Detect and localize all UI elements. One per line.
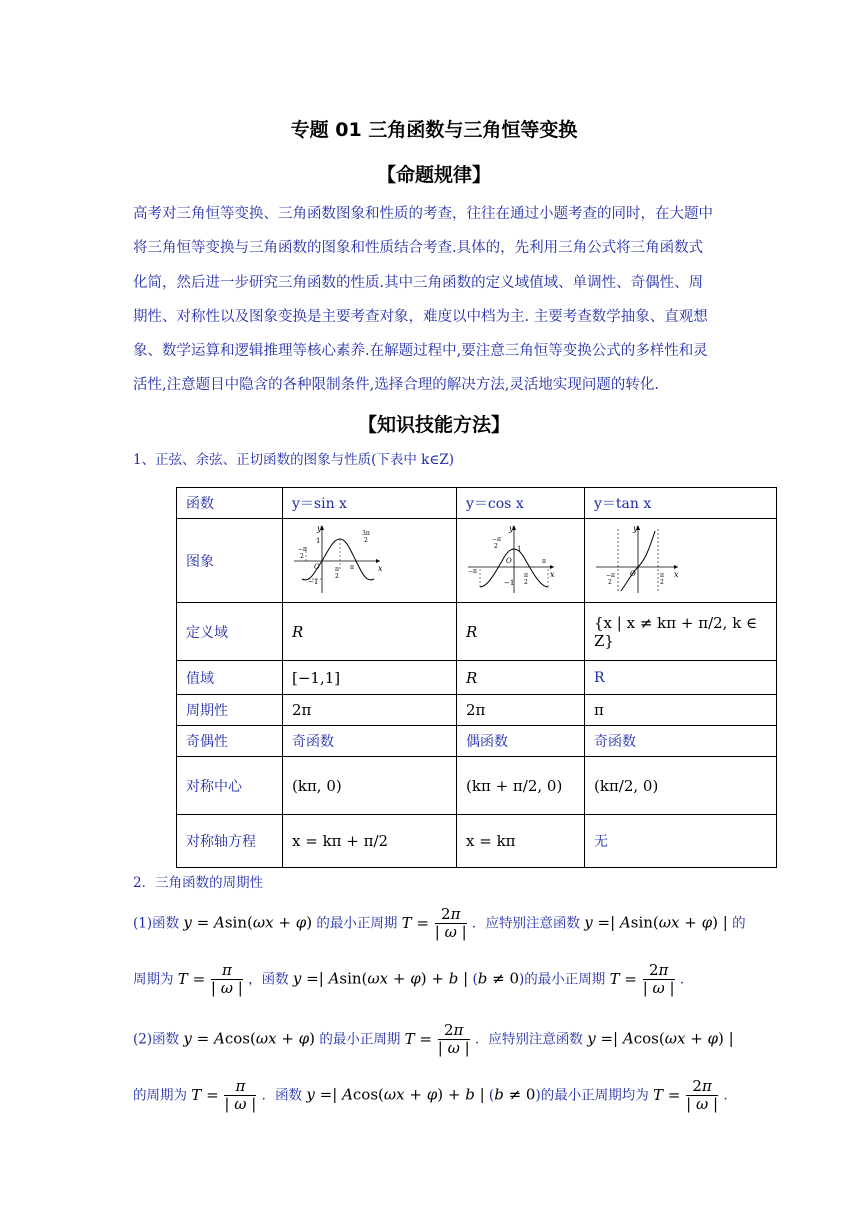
text-fragment: (2)函数 <box>133 1031 180 1048</box>
svg-text:y: y <box>317 523 322 533</box>
formula-t-pi-omega: T = $\frac{\pi}{| \omega |}$ <box>177 961 243 997</box>
formula-t-2pi-omega: T = $\frac{2\pi}{| \omega |}$ <box>404 1021 470 1057</box>
text-fragment: . <box>723 1087 728 1104</box>
text-fragment: 的 <box>732 915 746 932</box>
sine-graph <box>292 521 382 597</box>
svg-text:y: y <box>633 523 638 533</box>
text-fragment: 的最小正周期 <box>319 1031 401 1048</box>
range-sin: [−1,1] <box>283 661 457 695</box>
svg-text:1: 1 <box>517 544 522 553</box>
text-fragment: ，函数 <box>248 971 289 988</box>
svg-text:x: x <box>378 563 383 573</box>
text-fragment: (1)函数 <box>133 915 180 932</box>
svg-text:1: 1 <box>316 536 321 545</box>
text-fragment: ．应特别注意函数 <box>474 1031 583 1048</box>
row-label-parity: 奇偶性 <box>177 726 283 757</box>
svg-text:π: π <box>350 563 354 571</box>
text-fragment: ( <box>472 971 478 988</box>
svg-text:2: 2 <box>660 578 664 586</box>
text-fragment: 的最小正周期 <box>316 915 398 932</box>
intro-line: 期性、对称性以及图象变换是主要考查对象，难度以中档为主. 主要考查数学抽象、直观想 <box>133 308 708 325</box>
header-tan: y＝tan x <box>585 488 777 519</box>
svg-text:π: π <box>542 557 546 565</box>
range-tan: R <box>585 661 777 695</box>
text-fragment: ．应特别注意函数 <box>471 915 580 932</box>
formula-t-pi-omega: T = $\frac{\pi}{| \omega |}$ <box>191 1077 257 1113</box>
svg-text:x: x <box>550 569 555 579</box>
svg-text:π: π <box>660 571 664 579</box>
svg-text:−1: −1 <box>308 577 319 586</box>
intro-line: 化简，然后进一步研究三角函数的性质.其中三角函数的定义域值域、单调性、奇偶性、周 <box>133 274 704 291</box>
header-sin: y＝sin x <box>283 488 457 519</box>
row-label-range: 值域 <box>177 661 283 695</box>
text-fragment: 周期为 <box>133 971 174 988</box>
svg-text:−1: −1 <box>504 578 515 587</box>
item-2-heading: 2．三角函数的周期性 <box>133 875 264 891</box>
svg-text:O: O <box>506 556 512 565</box>
svg-text:2: 2 <box>364 536 368 544</box>
svg-text:2: 2 <box>335 572 339 580</box>
text-fragment: )的最小正周期均为 <box>535 1087 649 1104</box>
svg-text:2: 2 <box>608 578 612 586</box>
trig-properties-table <box>176 487 777 868</box>
svg-text:y: y <box>509 523 514 533</box>
tangent-graph <box>594 521 684 597</box>
formula-b-neq-0: b ≠ 0 <box>477 969 519 988</box>
row-label-axis: 对称轴方程 <box>177 815 283 868</box>
text-fragment: . <box>679 971 685 988</box>
intro-line: 将三角恒等变换与三角函数的图象和性质结合考查.具体的，先利用三角公式将三角函数式 <box>133 240 704 257</box>
domain-cos: R <box>457 603 585 661</box>
svg-text:2: 2 <box>494 542 498 550</box>
parity-sin: 奇函数 <box>283 726 457 757</box>
section-heading-knowledge: 【知识技能方法】 <box>357 414 510 436</box>
intro-line: 象、数学运算和逻辑推理等核心素养.在解题过程中,要注意三角恒等变换公式的多样性和灵 <box>133 343 708 360</box>
period-line-1 <box>133 906 746 941</box>
center-sin: (kπ, 0) <box>283 757 457 815</box>
range-cos: R <box>457 661 585 695</box>
svg-text:2: 2 <box>300 552 304 560</box>
row-label-domain: 定义域 <box>177 603 283 661</box>
cosine-graph <box>466 521 556 597</box>
period-tan: π <box>585 695 777 726</box>
intro-line: 活性,注意题目中隐含的各种限制条件,选择合理的解决方法,灵活地实现问题的转化. <box>133 377 659 394</box>
svg-text:3π: 3π <box>362 529 370 537</box>
formula-t-2pi-omega: T = $\frac{2\pi}{| \omega |}$ <box>609 961 675 997</box>
domain-tan: {x | x ≠ kπ + π/2, k ∈ Z} <box>585 603 777 661</box>
cos-graph-cell <box>457 519 585 603</box>
header-cos: y＝cos x <box>457 488 585 519</box>
axis-sin: x = kπ + π/2 <box>283 815 457 868</box>
formula-y-abs-asin: y =| Asin(ωx + φ) | <box>584 913 728 932</box>
formula-y-abs-acos: y =| Acos(ωx + φ) | <box>587 1029 734 1048</box>
parity-cos: 偶函数 <box>457 726 585 757</box>
intro-line: 高考对三角恒等变换、三角函数图象和性质的考查，往往在通过小题考查的同时，在大题中 <box>133 206 713 222</box>
formula-y-abs-asin-b: y =| Asin(ωx + φ) + b | <box>292 969 469 988</box>
svg-text:2: 2 <box>524 578 528 586</box>
period-line-2 <box>133 962 684 997</box>
domain-sin: R <box>283 603 457 661</box>
item-1-heading: 1、正弦、余弦、正切函数的图象与性质(下表中 k∈Z) <box>133 452 454 468</box>
center-tan: (kπ/2, 0) <box>585 757 777 815</box>
text-fragment: ( <box>488 1087 495 1104</box>
svg-text:−π: −π <box>606 571 615 579</box>
intro-paragraph <box>133 197 753 403</box>
parity-tan: 奇函数 <box>585 726 777 757</box>
period-sin: 2π <box>283 695 457 726</box>
period-line-4 <box>133 1078 728 1113</box>
svg-text:π: π <box>335 565 339 573</box>
axis-cos: x = kπ <box>457 815 585 868</box>
sin-graph-cell <box>283 519 457 603</box>
row-label-center: 对称中心 <box>177 757 283 815</box>
text-fragment: ．函数 <box>261 1087 303 1104</box>
formula-b-neq-0: b ≠ 0 <box>494 1085 536 1104</box>
page-title: 专题 01 三角函数与三角恒等变换 <box>290 119 578 141</box>
center-cos: (kπ + π/2, 0) <box>457 757 585 815</box>
svg-text:−π: −π <box>468 567 477 575</box>
tan-graph-cell <box>585 519 777 603</box>
axis-tan: 无 <box>585 815 777 868</box>
formula-y-abs-acos-b: y =| Acos(ωx + φ) + b | <box>306 1085 485 1104</box>
period-cos: 2π <box>457 695 585 726</box>
formula-t-2pi-omega: T = $\frac{2\pi}{| \omega |}$ <box>653 1077 719 1113</box>
period-line-3 <box>133 1022 734 1057</box>
header-function: 函数 <box>177 488 283 519</box>
svg-text:−π: −π <box>492 535 501 543</box>
svg-text:x: x <box>674 569 679 579</box>
row-label-period: 周期性 <box>177 695 283 726</box>
row-label-graph: 图象 <box>177 519 283 603</box>
svg-text:π: π <box>524 571 528 579</box>
svg-text:O: O <box>630 569 636 578</box>
text-fragment: 的周期为 <box>133 1087 187 1104</box>
formula-y-acos: y = Acos(ωx + φ) <box>183 1029 316 1048</box>
text-fragment: )的最小正周期 <box>519 971 606 988</box>
formula-y-asin: y = Asin(ωx + φ) <box>183 913 313 932</box>
svg-text:O: O <box>314 562 320 571</box>
svg-text:−π: −π <box>298 545 307 553</box>
section-heading-rules: 【命题规律】 <box>376 164 491 186</box>
formula-t-2pi-omega: T = $\frac{2\pi}{| \omega |}$ <box>401 905 467 941</box>
